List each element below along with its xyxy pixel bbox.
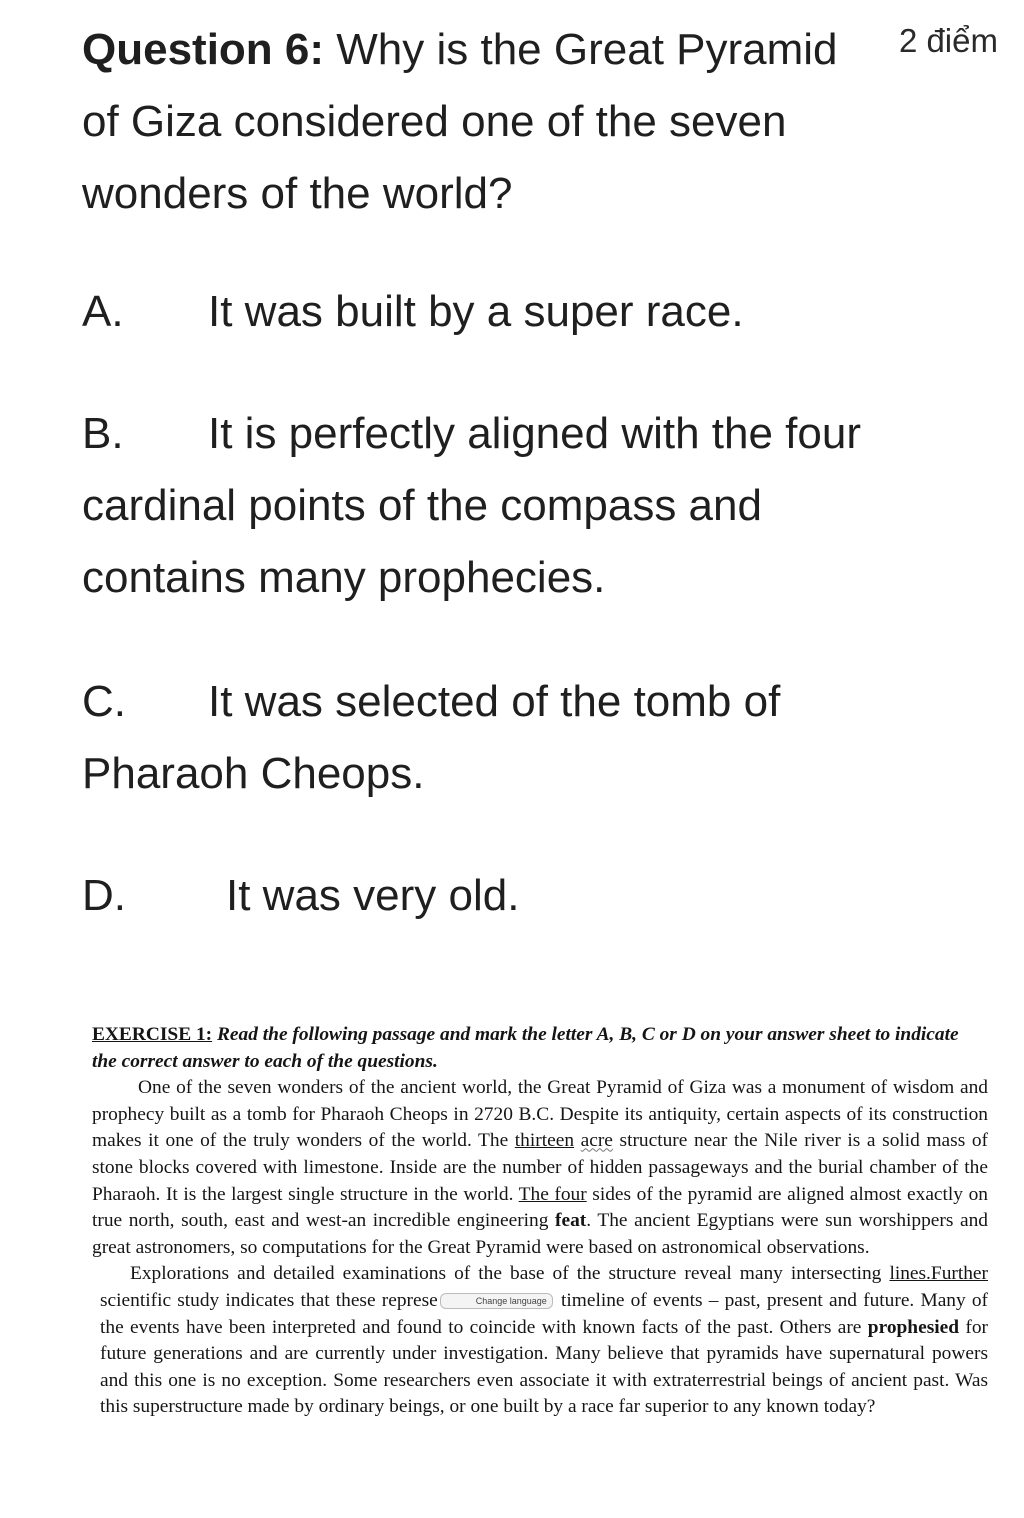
text-run: scientific study indicates that these represe: [100, 1289, 438, 1311]
points-label: 2 điểm: [898, 22, 998, 59]
change-language-button[interactable]: Change language: [440, 1293, 553, 1309]
underlined-word: lines.Further: [889, 1263, 988, 1285]
option-d[interactable]: [82, 860, 882, 932]
option-a-letter: A.: [82, 287, 124, 336]
option-d-text: It was very old.: [226, 871, 520, 920]
question-text: Why is the Great Pyramid of Giza considered one of the seven wonders of the world?: [82, 25, 838, 218]
bold-word: prophesied: [867, 1316, 960, 1338]
text-run: Explorations and detailed examinations of the base of the structure reveal many intersecting: [130, 1263, 890, 1285]
text-run: timeline of events – past, present and future. Many of the events have been interpreted and found to coincide with known facts of the past. Others are: [100, 1289, 989, 1338]
option-c-text: It was selected of the tomb of Pharaoh Cheops.: [82, 677, 781, 798]
text-run: [574, 1130, 581, 1151]
question-text-block: [82, 14, 882, 230]
text-run: One of the seven wonders of the ancient world, the Great Pyramid of Giza was a monument of wisdom and prophecy built as a tomb for Pharaoh Cheops in 2720 B.C. Despite its antiquity, certain aspects of its construction makes it one of the truly wonders of the world. The: [92, 1077, 988, 1152]
passage-paragraph-1: [92, 1075, 988, 1261]
option-d-letter: D.: [82, 871, 126, 920]
underlined-word: thirteen: [514, 1130, 575, 1152]
passage-document: [92, 1022, 988, 1421]
option-b-letter: B.: [82, 409, 124, 458]
exercise-heading: [92, 1022, 988, 1075]
text-run: structure near the Nile river is a solid mass of stone blocks covered with limestone. Inside are the number of hidden passageways and the burial chamber of the Pharaoh. It is the largest single structure in the world.: [92, 1130, 988, 1205]
option-b[interactable]: [82, 398, 882, 614]
text-run: . The ancient Egyptians were sun worshippers and great astronomers, so computations for the Great Pyramid were based on astronomical observations.: [92, 1210, 988, 1258]
text-run: for future generations and are currently under investigation. Many believe that pyramids have supernatural powers and this one is no exception. Some researchers even associate it with extraterrestrial beings of ancient past. Was this superstructure made by ordinary beings, or one built by a race far superior to any known today?: [100, 1316, 988, 1418]
option-b-text: It is perfectly aligned with the four cardinal points of the compass and contains many prophecies.: [82, 409, 861, 602]
underlined-word: The four: [518, 1183, 587, 1205]
bold-word: feat: [555, 1210, 587, 1232]
option-a[interactable]: [82, 276, 882, 348]
exercise-instruction: Read the following passage and mark the letter A, B, C or D on your answer sheet to indicate the correct answer to each of the questions.: [92, 1024, 959, 1072]
option-c[interactable]: [82, 666, 882, 810]
option-a-text: It was built by a super race.: [208, 287, 744, 336]
passage-paragraph-2: [100, 1261, 988, 1421]
spellcheck-word: acre: [580, 1130, 613, 1152]
option-c-letter: C.: [82, 677, 126, 726]
text-run: sides of the pyramid are aligned almost exactly on true north, south, east and west-an incredible engineering: [92, 1183, 988, 1232]
question-label: Question 6:: [82, 25, 325, 74]
exercise-label: EXERCISE 1:: [92, 1024, 213, 1045]
